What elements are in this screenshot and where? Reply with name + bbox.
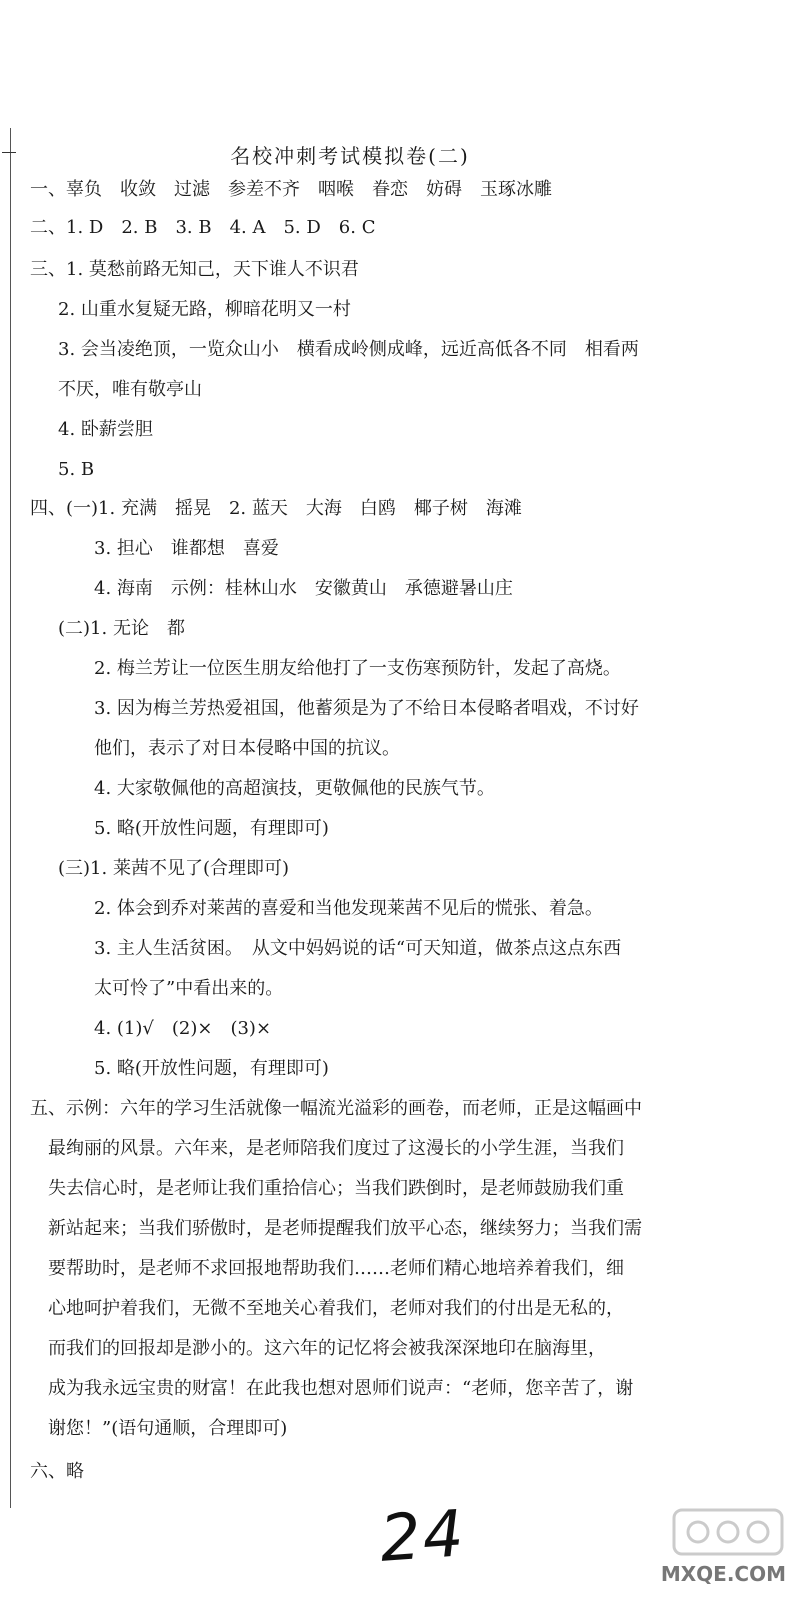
answer-line: 最绚丽的风景。六年来，是老师陪我们度过了这漫长的小学生涯，当我们 [30,1138,624,1159]
answer-line: 新站起来；当我们骄傲时，是老师提醒我们放平心态，继续努力；当我们需 [30,1218,642,1239]
answer-line: 一、辜负 收敛 过滤 参差不齐 咽喉 眷恋 妨碍 玉琢冰雕 [30,179,552,200]
watermark-text: MXQE.COM [660,1562,786,1586]
answer-line: 心地呵护着我们，无微不至地关心着我们，老师对我们的付出是无私的， [30,1298,624,1319]
answer-line: (三)1. 莱茜不见了(合理即可) [40,858,289,879]
answer-line: 六、略 [30,1461,84,1482]
answer-line: 成为我永远宝贵的财富！在此我也想对恩师们说声：“老师，您辛苦了，谢 [30,1378,634,1399]
answer-line: 二、1. D 2. B 3. B 4. A 5. D 6. C [30,217,376,238]
answer-line: 而我们的回报却是渺小的。这六年的记忆将会被我深深地印在脑海里， [30,1338,606,1359]
answer-line: 2. 体会到乔对莱茜的喜爱和当他发现莱茜不见后的慌张、着急。 [40,898,603,919]
answer-line: 谢您！”(语句通顺，合理即可) [30,1418,288,1439]
answer-line: 3. 主人生活贫困。 从文中妈妈说的话“可天知道，做茶点这点东西 [40,938,622,959]
answer-line: 不厌，唯有敬亭山 [40,379,202,400]
answer-line: 4. 大家敬佩他的高超演技，更敬佩他的民族气节。 [40,778,495,799]
answer-line: 失去信心时，是老师让我们重拾信心；当我们跌倒时，是老师鼓励我们重 [30,1178,624,1199]
answer-line: 3. 担心 谁都想 喜爱 [40,538,279,559]
answer-line: 五、示例：六年的学习生活就像一幅流光溢彩的画卷，而老师，正是这幅画中 [30,1098,642,1119]
handwritten-page-number: 24 [377,1497,468,1577]
answer-line: 4. 海南 示例：桂林山水 安徽黄山 承德避暑山庄 [40,578,513,599]
answer-line: 要帮助时，是老师不求回报地帮助我们……老师们精心地培养着我们，细 [30,1258,624,1279]
answer-line: 三、1. 莫愁前路无知己，天下谁人不识君 [30,259,359,280]
answer-line: 4. 卧薪尝胆 [40,419,153,440]
answer-line: 4. (1)√ (2)× (3)× [40,1018,272,1039]
page-title: 名校冲刺考试模拟卷(二) [230,144,470,168]
answer-line: (二)1. 无论 都 [40,618,185,639]
answer-line: 四、(一)1. 充满 摇晃 2. 蓝天 大海 白鸥 椰子树 海滩 [30,498,522,519]
answer-line: 5. 略(开放性问题，有理即可) [40,818,329,839]
answer-line: 2. 山重水复疑无路，柳暗花明又一村 [40,299,351,320]
answer-line: 他们，表示了对日本侵略中国的抗议。 [40,738,400,759]
answer-line: 5. 略(开放性问题，有理即可) [40,1058,329,1079]
answer-line: 2. 梅兰芳让一位医生朋友给他打了一支伤寒预防针，发起了高烧。 [40,658,621,679]
answer-line: 5. B [40,459,95,480]
answer-line: 3. 会当凌绝顶，一览众山小 横看成岭侧成峰，远近高低各不同 相看两 [40,339,639,360]
margin-rule [10,128,11,1508]
answer-line: 太可怜了”中看出来的。 [40,978,284,999]
answer-line: 3. 因为梅兰芳热爱祖国，他蓄须是为了不给日本侵略者唱戏，不讨好 [40,698,639,719]
